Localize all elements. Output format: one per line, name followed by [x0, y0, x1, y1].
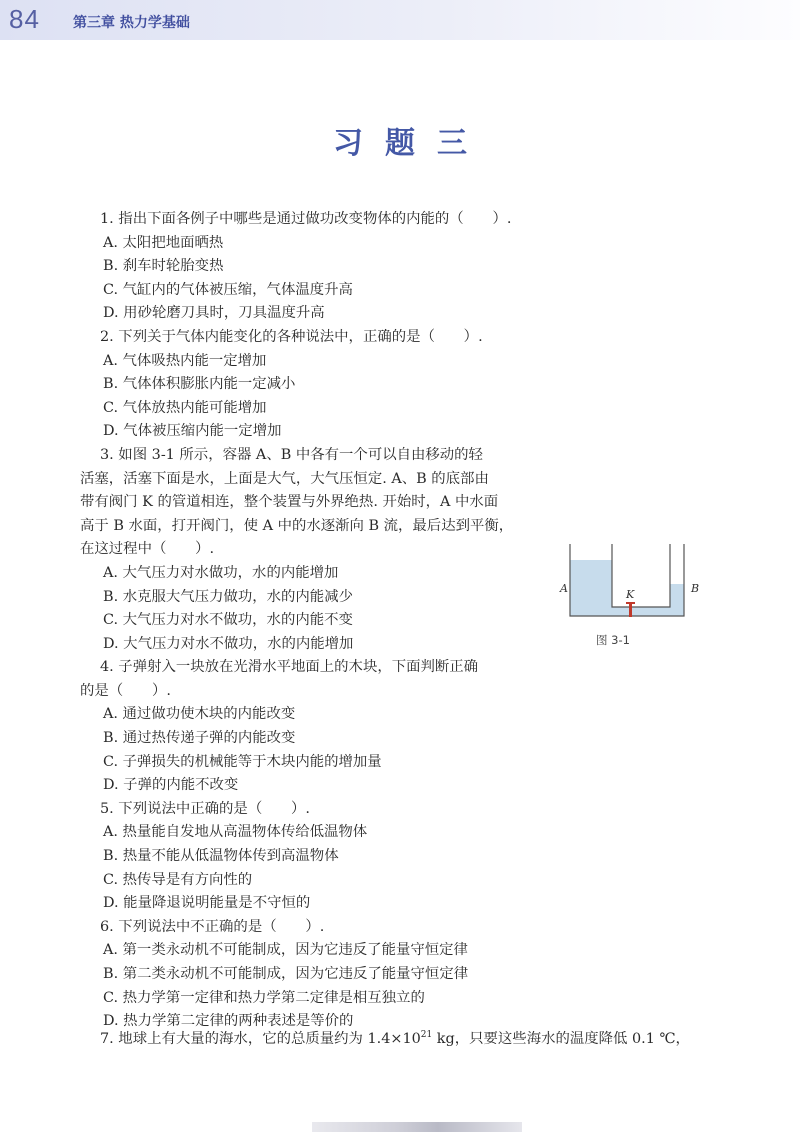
answer-option: B. 刹车时轮胎变热	[103, 258, 224, 275]
answer-option: A. 大气压力对水做功，水的内能增加	[103, 564, 339, 581]
question-7	[80, 1024, 760, 1051]
question-stem: 高于 B 水面，打开阀门，使 A 中的水逐渐向 B 流，最后达到平衡，	[80, 517, 514, 534]
label-a: A	[560, 582, 568, 595]
answer-option: B. 第二类永动机不可能制成，因为它违反了能量守恒定律	[103, 966, 469, 982]
exponent: 21	[420, 1030, 433, 1040]
answer-option: C. 热传导是有方向性的	[103, 871, 253, 888]
question-1	[80, 208, 540, 326]
answer-option: C. 气缸内的气体被压缩，气体温度升高	[103, 281, 353, 298]
answer-option: A. 气体吸热内能一定增加	[103, 352, 267, 369]
stem-text: kg，只要这些海水的温度降低 0.1 ℃，	[432, 1030, 690, 1047]
label-b: B	[691, 582, 700, 595]
answer-option: A. 太阳把地面晒热	[103, 234, 224, 251]
question-stem: 1. 指出下面各例子中哪些是通过做功改变物体的内能的（ ）.	[100, 211, 512, 227]
vessel-inner-outline	[612, 544, 670, 607]
question-stem: 6. 下列说法中不正确的是（ ）.	[100, 918, 325, 935]
chapter-title: 第三章 热力学基础	[73, 15, 190, 31]
label-k: K	[626, 588, 635, 601]
answer-option: A. 通过做功使木块的内能改变	[103, 706, 296, 723]
stem-text: 7. 地球上有大量的海水，它的总质量约为 1.4×10	[100, 1030, 421, 1047]
question-3	[80, 444, 540, 656]
answer-option: A. 第一类永动机不可能制成，因为它违反了能量守恒定律	[103, 942, 468, 959]
answer-option: D. 用砂轮磨刀具时，刀具温度升高	[103, 305, 325, 322]
question-stem: 带有阀门 K 的管道相连，整个装置与外界绝热. 开始时，A 中水面	[80, 494, 499, 511]
figure-caption: 图 3-1	[596, 633, 630, 647]
water-a	[570, 560, 612, 616]
question-4	[80, 656, 540, 798]
answer-option: B. 气体体积膨胀内能一定减小	[103, 376, 296, 393]
valve-handle	[626, 602, 635, 604]
question-stem: 4. 子弹射入一块放在光滑水平地面上的木块，下面判断正确	[100, 659, 479, 676]
answer-option: D. 热力学第二定律的两种表述是等价的	[103, 1013, 354, 1030]
answer-option: C. 热力学第一定律和热力学第二定律是相互独立的	[103, 989, 425, 1006]
question-stem: 2. 下列关于气体内能变化的各种说法中，正确的是（ ）.	[100, 328, 483, 345]
answer-option: C. 子弹损失的机械能等于木块内能的增加量	[103, 753, 382, 770]
figure-3-1	[558, 540, 700, 660]
page-header	[0, 0, 800, 40]
answer-option: D. 子弹的内能不改变	[103, 777, 239, 794]
water-b	[670, 584, 684, 616]
answer-option: B. 水克服大气压力做功，水的内能减少	[103, 588, 353, 605]
answer-option: D. 大气压力对水不做功，水的内能增加	[103, 635, 354, 652]
question-5	[80, 798, 540, 916]
question-stem: 在这过程中（ ）.	[80, 541, 215, 558]
answer-option: B. 热量不能从低温物体传到高温物体	[103, 848, 339, 865]
question-stem: 活塞，活塞下面是水，上面是大气，大气压恒定. A、B 的底部由	[80, 470, 489, 487]
water-pipe	[612, 607, 670, 616]
page-number: 84	[9, 4, 40, 34]
section-title: 习题三	[333, 126, 489, 161]
answer-option: C. 气体放热内能可能增加	[103, 399, 267, 416]
question-list	[80, 208, 540, 1034]
question-stem: 3. 如图 3-1 所示，容器 A、B 中各有一个可以自由移动的轻	[100, 446, 483, 463]
answer-option: A. 热量能自发地从高温物体传给低温物体	[103, 824, 368, 841]
answer-option: C. 大气压力对水不做功，水的内能不变	[103, 612, 353, 629]
container-diagram	[558, 540, 690, 630]
valve-k	[629, 603, 632, 617]
answer-option: B. 通过热传递子弹的内能改变	[103, 730, 296, 747]
question-stem: 的是（ ）.	[80, 682, 171, 699]
question-2	[80, 326, 540, 444]
answer-option: D. 气体被压缩内能一定增加	[103, 423, 282, 440]
answer-option: D. 能量降退说明能量是不守恒的	[103, 895, 311, 912]
bottom-strip	[312, 1122, 522, 1132]
question-stem: 5. 下列说法中正确的是（ ）.	[100, 800, 310, 817]
question-6	[80, 916, 540, 1034]
question-stem	[80, 1024, 760, 1051]
